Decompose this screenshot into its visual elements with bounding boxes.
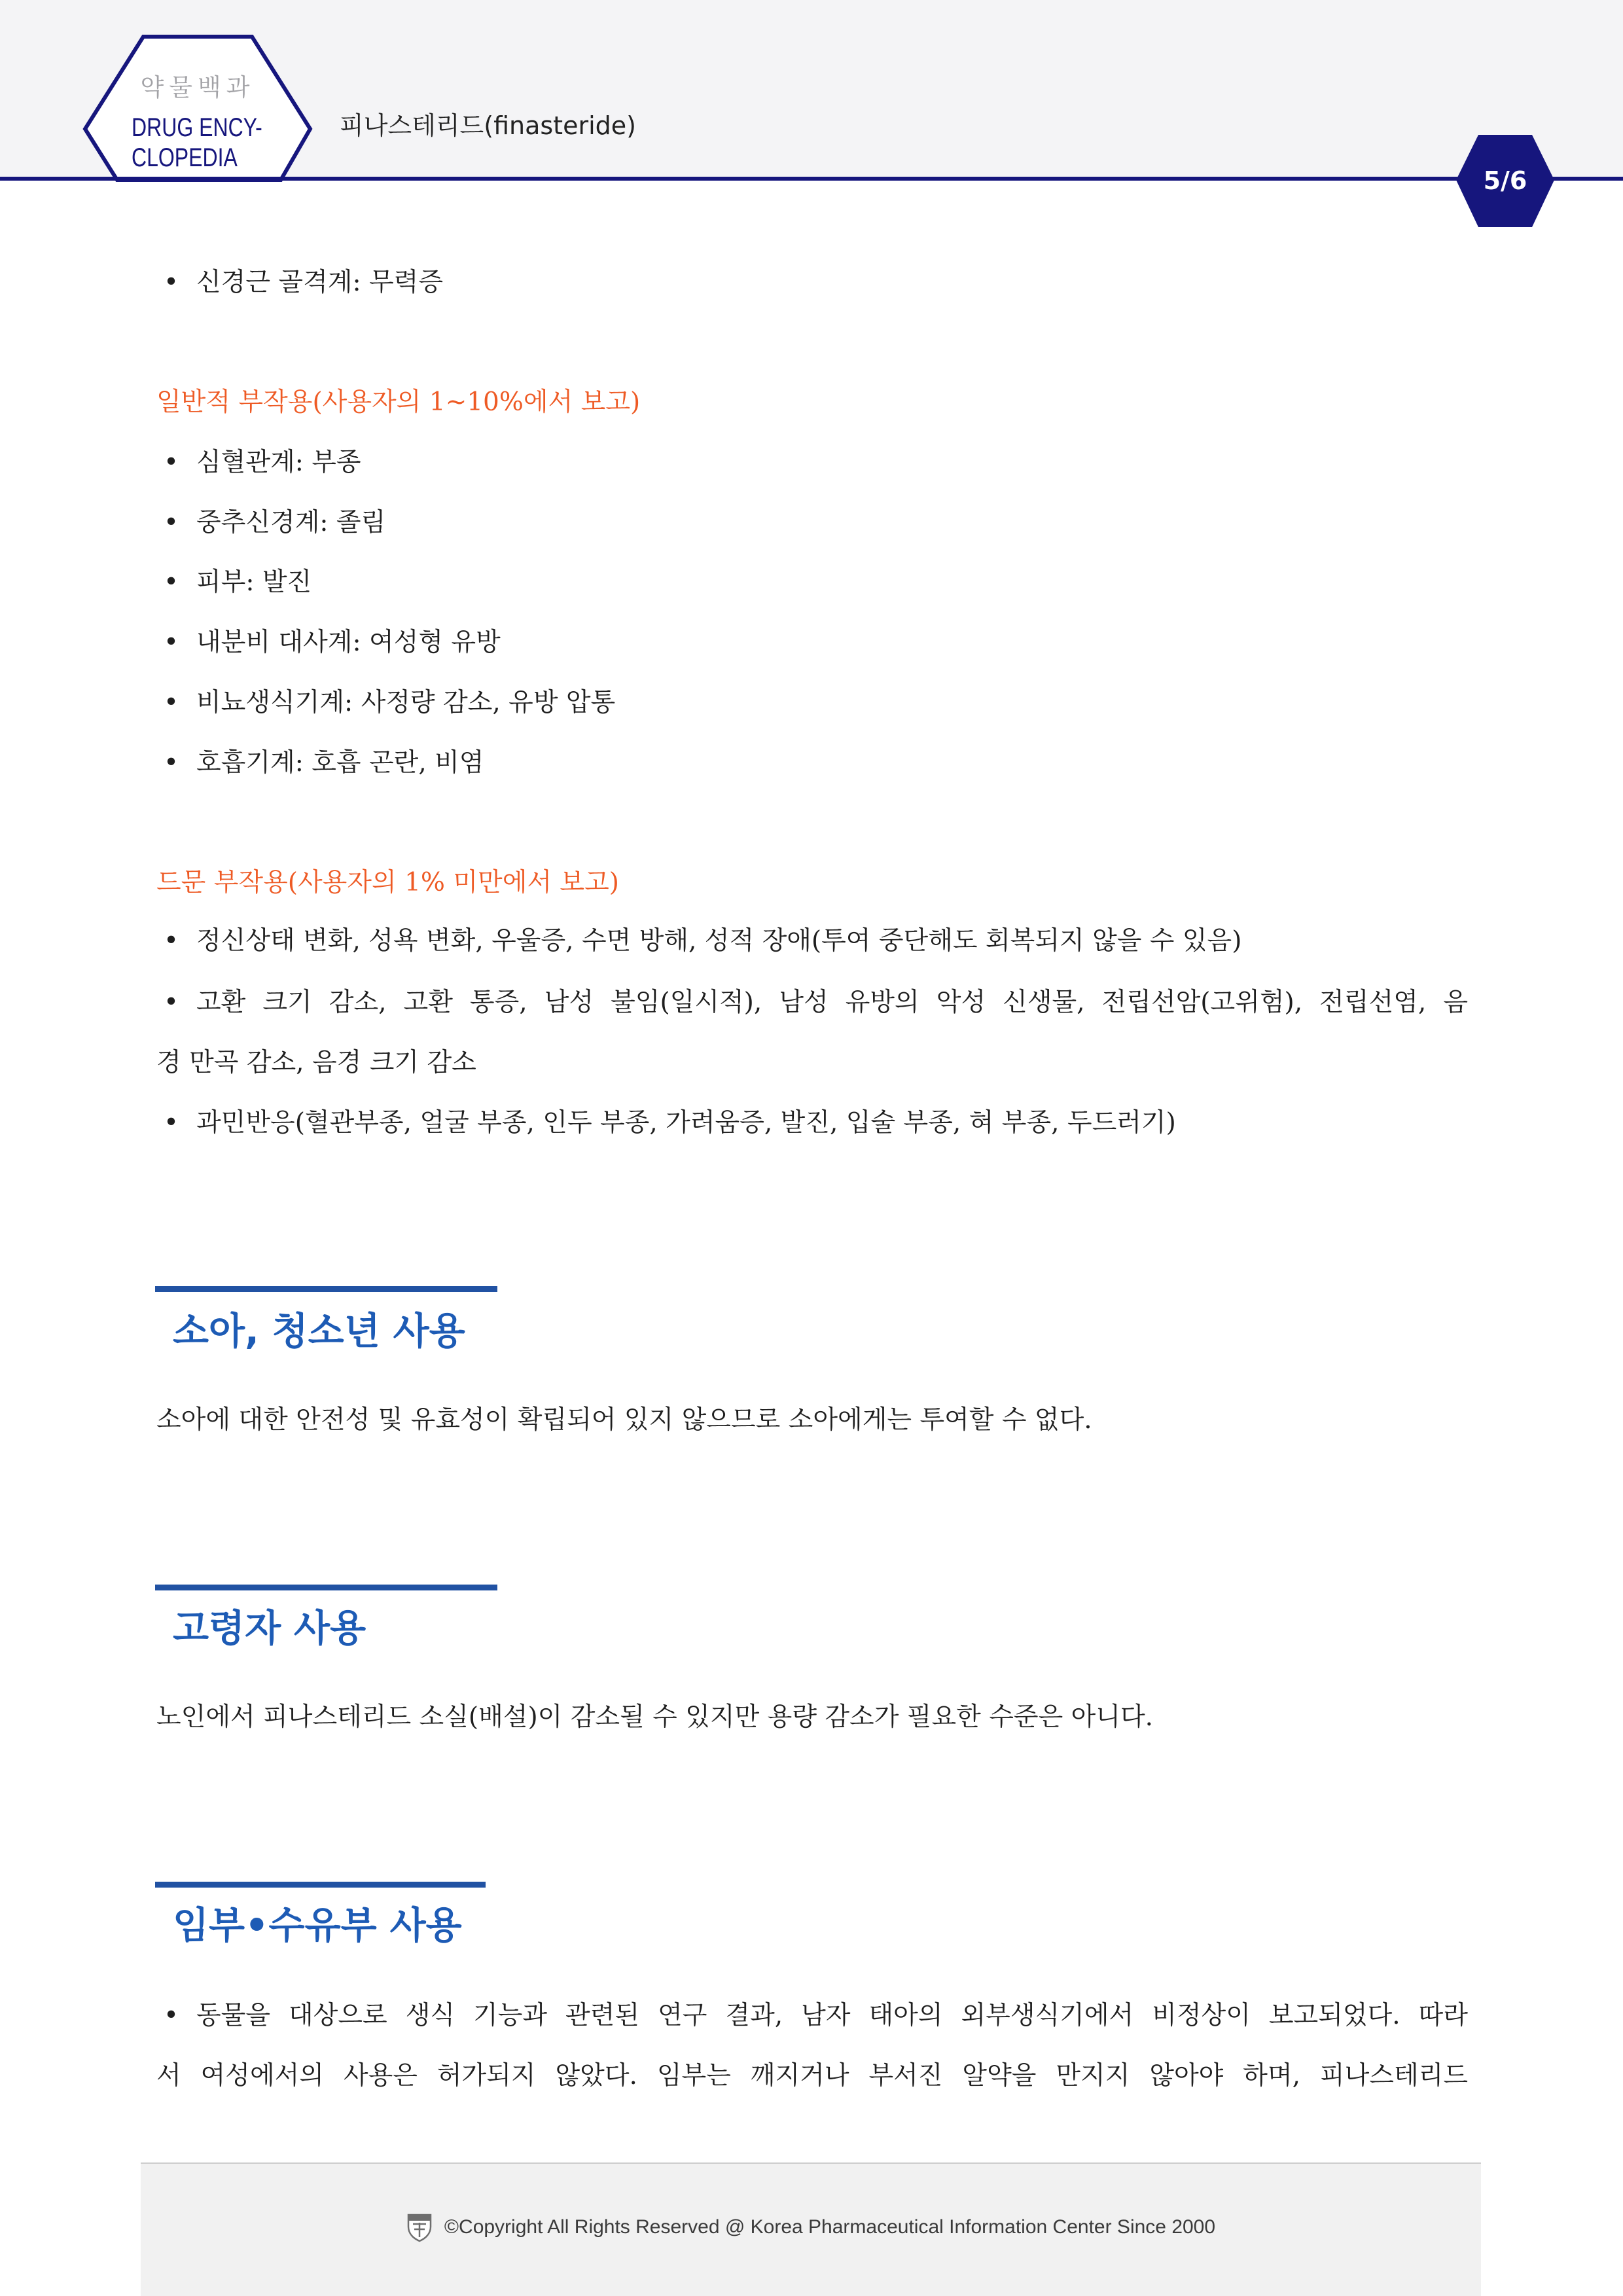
section-title-pediatric: 소아, 청소년 사용 [173,1310,465,1353]
section-body-text: 노인에서 피나스테리드 소실(배설)이 감소될 수 있지만 용량 감소가 필요한 수준은 아니다. [156,1702,1154,1732]
bullet-marker: • [164,268,179,297]
bullet-marker: • [164,688,179,717]
list-item [164,1996,1468,2036]
bullet-marker: • [164,748,179,778]
list-item-text: 정신상태 변화, 성욕 변화, 우울증, 수면 방해, 성적 장애(투여 중단해도 회복되지 않을 수 있음) [196,926,1242,956]
logo-english-line2: CLOPEDIA [132,143,238,172]
list-item-text: 피부: 발진 [196,567,312,597]
list-item [164,263,443,302]
list-item [164,443,361,482]
list-item [164,983,1468,1022]
bullet-marker: • [164,567,179,597]
bullet-marker: • [164,628,179,657]
logo-korean-text: 약물백과 [140,73,255,101]
section-body-text: 소아에 대한 안전성 및 유효성이 확립되어 있지 않으므로 소아에게는 투여할 수 없다. [156,1405,1092,1435]
list-item-text: 고환 크기 감소, 고환 통증, 남성 불임(일시적), 남성 유방의 악성 신생물, 전립선암(고위험), 전립선염, 음 [196,988,1468,1017]
bullet-marker: • [164,1108,179,1138]
section-title-pregnancy: 임부•수유부 사용 [173,1904,462,1947]
list-item [164,563,312,602]
drug-title: 피나스테리드(finasteride) [340,111,636,140]
common-side-effects-heading: 일반적 부작용(사용자의 1~10%에서 보고) [156,387,641,417]
bullet-marker: • [164,926,179,956]
page-number: 5/6 [1483,166,1527,195]
section-accent-bar [155,1882,486,1888]
list-item-text: 호흡기계: 호흡 곤란, 비염 [196,748,484,778]
bullet-marker: • [164,2001,179,2030]
list-item [164,683,615,723]
list-item [164,922,1241,961]
list-item [164,623,501,662]
bullet-marker: • [164,448,179,477]
list-item-text: 비뇨생식기계: 사정량 감소, 유방 압통 [196,688,616,717]
list-item-text: 동물을 대상으로 생식 기능과 관련된 연구 결과, 남자 태아의 외부생식기에서 비정상이 보고되었다. 따라 [196,2001,1468,2030]
list-item-text: 내분비 대사계: 여성형 유방 [196,628,501,657]
list-item-continuation: 서 여성에서의 사용은 허가되지 않았다. 임부는 깨지거나 부서진 알약을 만지지 않아야 하며, 피나스테리드 [156,2061,1468,2090]
list-item-continuation: 경 만곡 감소, 음경 크기 감소 [156,1048,476,1077]
rare-side-effects-heading: 드문 부작용(사용자의 1% 미만에서 보고) [156,868,619,897]
shield-emblem-icon [406,2212,433,2242]
footer [141,2210,1481,2245]
list-item-text: 과민반응(혈관부종, 얼굴 부종, 인두 부종, 가려움증, 발진, 입술 부종, 혀 부종, 두드러기) [196,1108,1176,1138]
logo-english-line1: DRUG ENCY- [132,113,262,142]
bullet-marker: • [164,508,179,537]
list-item [164,744,484,783]
list-item-text: 중추신경계: 졸림 [196,508,386,537]
section-accent-bar [155,1286,497,1292]
copyright-text: ©Copyright All Rights Reserved @ Korea Pharmaceutical Information Center Since 2000 [444,2216,1216,2238]
list-item [164,1103,1176,1143]
list-item-text: 신경근 골격계: 무력증 [196,268,443,297]
bullet-marker: • [164,988,179,1017]
list-item [164,503,385,543]
section-accent-bar [155,1585,497,1590]
section-title-elderly: 고령자 사용 [173,1607,366,1650]
list-item-text: 심혈관계: 부종 [196,448,361,477]
